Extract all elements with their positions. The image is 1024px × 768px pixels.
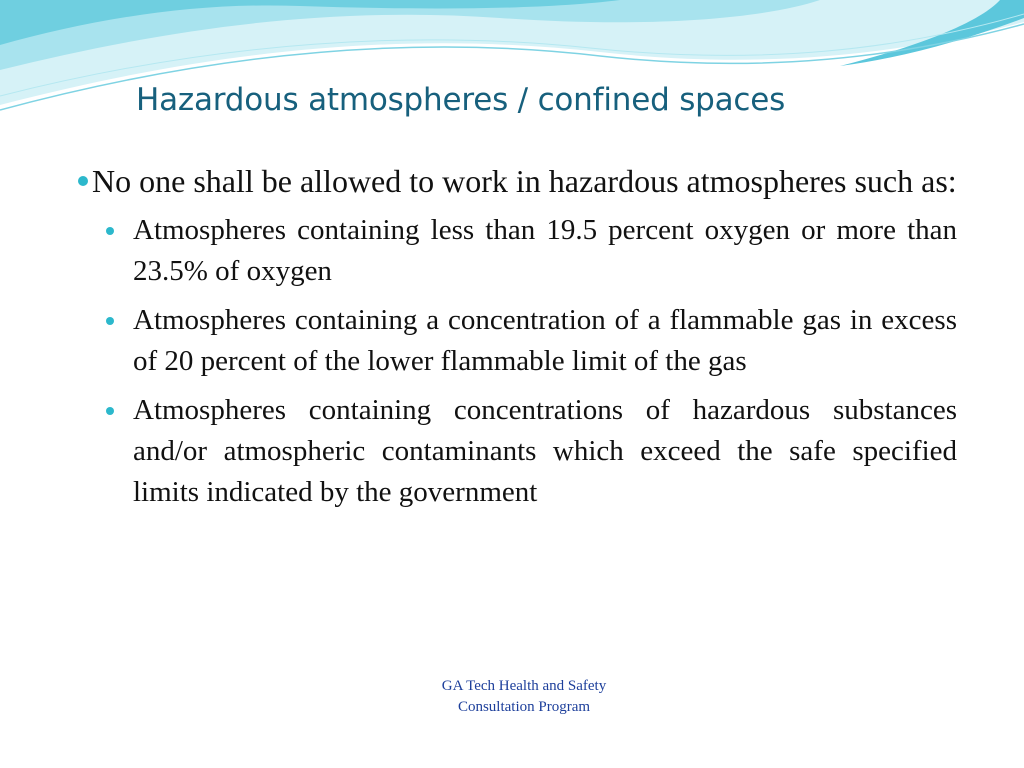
sub-bullet-item — [133, 210, 957, 292]
slide-footer — [380, 676, 668, 718]
sub-bullet-text: Atmospheres containing concentrations of hazardous substances and/or atmospheric contaminants which exceed the safe specified limits indicated by the government — [133, 394, 957, 508]
footer-line: GA Tech Health and Safety — [441, 678, 607, 694]
bullet-icon — [106, 227, 114, 235]
sub-bullet-text: Atmospheres containing a concentration of a flammable gas in excess of 20 percent of the lower flammable limit of the gas — [133, 304, 957, 377]
slide-body — [92, 160, 957, 521]
bullet-icon — [106, 407, 114, 415]
sub-bullet-text: Atmospheres containing less than 19.5 percent oxygen or more than 23.5% of oxygen — [133, 214, 957, 287]
main-bullet-text: No one shall be allowed to work in hazardous atmospheres such as: — [92, 163, 957, 199]
slide-title: Hazardous atmospheres / confined spaces — [136, 82, 786, 118]
sub-bullet-item — [133, 390, 957, 513]
sub-bullet-list — [92, 210, 957, 513]
bullet-icon — [78, 176, 88, 186]
main-bullet-point — [92, 160, 957, 202]
bullet-icon — [106, 317, 114, 325]
sub-bullet-item — [133, 300, 957, 382]
footer-line: Consultation Program — [457, 699, 591, 715]
